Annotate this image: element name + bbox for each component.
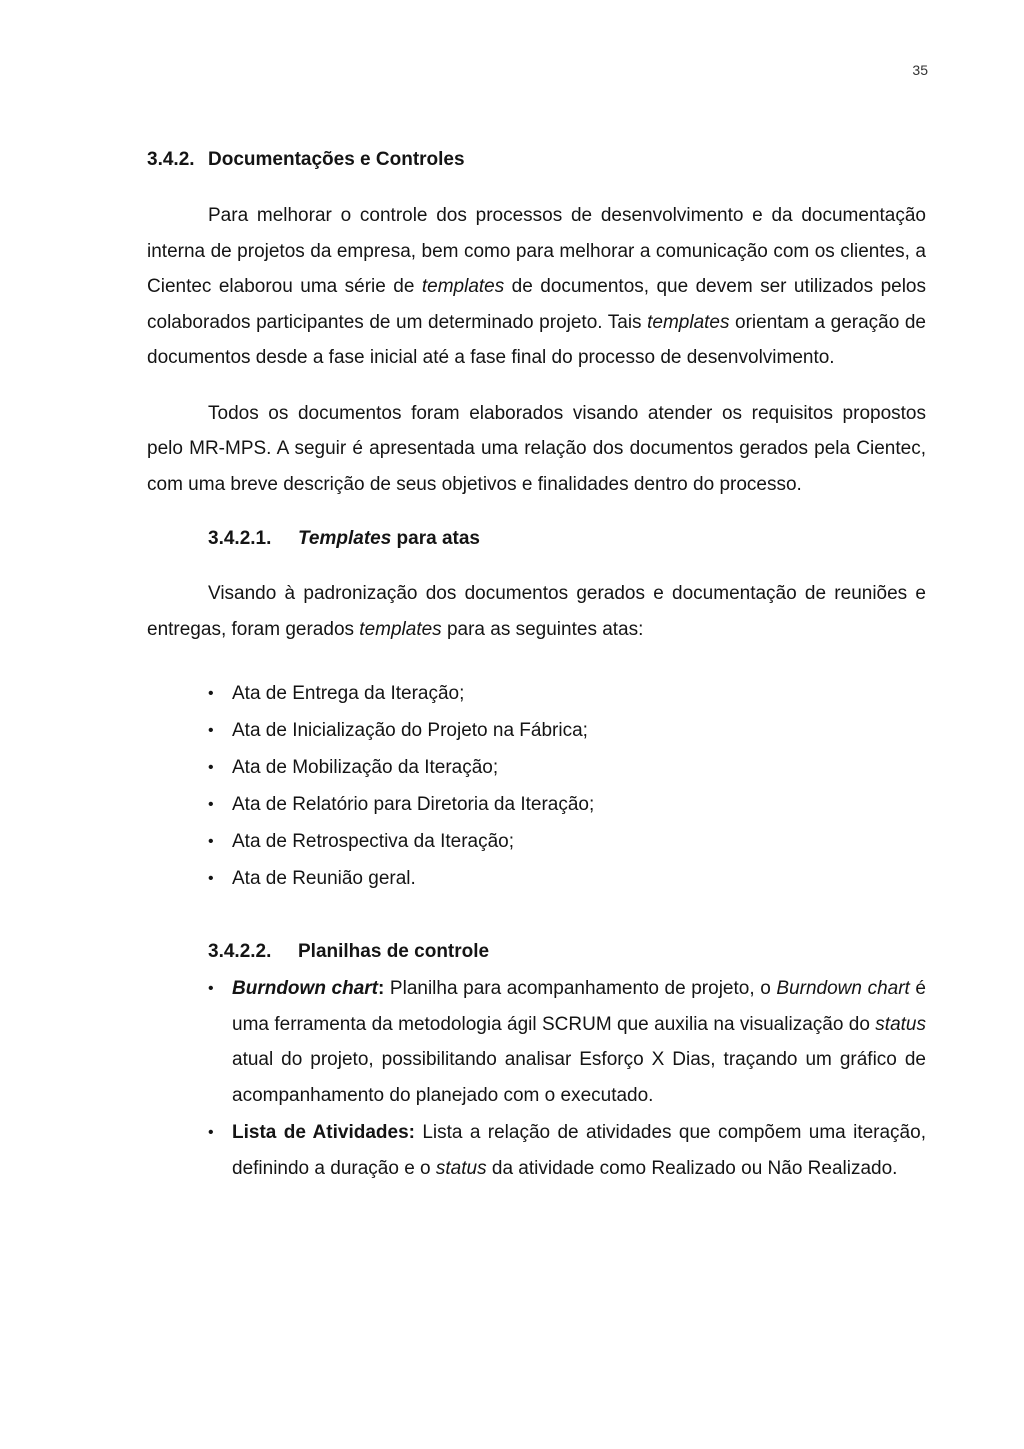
list-item xyxy=(208,712,926,749)
list-item-text: Ata de Inicialização do Projeto na Fábrica; xyxy=(232,720,588,741)
bullet-icon: • xyxy=(208,870,214,887)
list-item-text: Ata de Retrospectiva da Iteração; xyxy=(232,831,514,852)
section-title: Documentações e Controles xyxy=(208,149,465,170)
text-em: status xyxy=(435,1157,487,1179)
term-burndown: Burndown chart xyxy=(232,978,378,999)
text-em: templates xyxy=(421,276,505,297)
text-run: Planilha para acompanhamento de projeto, o xyxy=(384,978,777,999)
list-item-atividades xyxy=(208,1115,926,1186)
bullet-icon: • xyxy=(208,980,214,997)
bullet-icon: • xyxy=(208,759,214,776)
list-item xyxy=(208,749,926,786)
bullet-icon: • xyxy=(208,722,214,739)
list-item-text: Ata de Mobilização da Iteração; xyxy=(232,757,499,778)
section-heading xyxy=(147,143,926,177)
subsection-title-em: Templates xyxy=(298,528,392,549)
subsection-heading-planilhas xyxy=(147,935,926,969)
list-item-burndown xyxy=(208,971,926,1113)
controls-list xyxy=(147,971,926,1186)
subsection-number: 3.4.2.1. xyxy=(208,528,272,549)
subsection-title: Planilhas de controle xyxy=(298,941,490,962)
subsection-number: 3.4.2.2. xyxy=(208,941,272,962)
text-run: de documentos, que devem ser utilizados pelos colaborados participantes de um determinado projeto. Tais xyxy=(147,276,926,333)
text-em: templates xyxy=(359,618,442,640)
list-item-text: Ata de Reunião geral. xyxy=(232,868,416,889)
document-body xyxy=(147,143,926,1188)
text-em: status xyxy=(875,1013,926,1035)
text-run: Lista a relação de atividades que compõem uma iteração, definindo a duração e o xyxy=(232,1122,926,1179)
bullet-icon: • xyxy=(208,685,214,702)
page-number: 35 xyxy=(912,62,928,78)
paragraph-documents: Todos os documentos foram elaborados visando atender os requisitos propostos pelo MR-MPS. A seguir é apresentada uma relação dos documentos gerados pela Cientec, com uma breve descrição de seus objetivos e finalidades dentro do processo. xyxy=(147,402,926,495)
list-item xyxy=(208,860,926,897)
text-run: orientam a geração de documentos desde a fase inicial até a fase final do processo de desenvolvimento. xyxy=(147,311,926,368)
text-run: é uma ferramenta da metodologia ágil SCRUM que auxilia na visualização do xyxy=(232,978,926,1035)
atas-list xyxy=(147,675,926,897)
list-item xyxy=(208,675,926,712)
text-em: Burndown chart xyxy=(776,978,910,999)
text-run: Visando à padronização dos documentos gerados e documentação de reuniões e entregas, foram gerados xyxy=(147,583,926,640)
term-atividades: Lista de Atividades: xyxy=(232,1122,415,1143)
list-item-text: Ata de Relatório para Diretoria da Iteração; xyxy=(232,794,595,815)
text-run: atual do projeto, possibilitando analisar Esforço X Dias, traçando um gráfico de acompanhamento do planejado com o executado. xyxy=(232,1049,926,1106)
paragraph-intro xyxy=(147,198,926,376)
text-em: templates xyxy=(647,311,730,333)
list-item xyxy=(208,823,926,860)
bullet-icon: • xyxy=(208,833,214,850)
paragraph-atas-intro xyxy=(147,576,926,647)
list-item-text: Ata de Entrega da Iteração; xyxy=(232,683,465,704)
text-run: para as seguintes atas: xyxy=(441,618,644,640)
subsection-title: para atas xyxy=(391,528,481,549)
text-run: Para melhorar o controle dos processos de desenvolvimento e da documentação interna de projetos da empresa, bem como para melhorar a comunicação com os clientes, a Cientec elaborou uma série de xyxy=(147,205,926,297)
text-run: : xyxy=(378,978,385,999)
list-item xyxy=(208,786,926,823)
bullet-icon: • xyxy=(208,796,214,813)
text-run: da atividade como Realizado ou Não Realizado. xyxy=(486,1157,898,1179)
section-number: 3.4.2. xyxy=(147,149,195,170)
bullet-icon: • xyxy=(208,1124,214,1141)
subsection-heading-atas xyxy=(147,522,926,556)
